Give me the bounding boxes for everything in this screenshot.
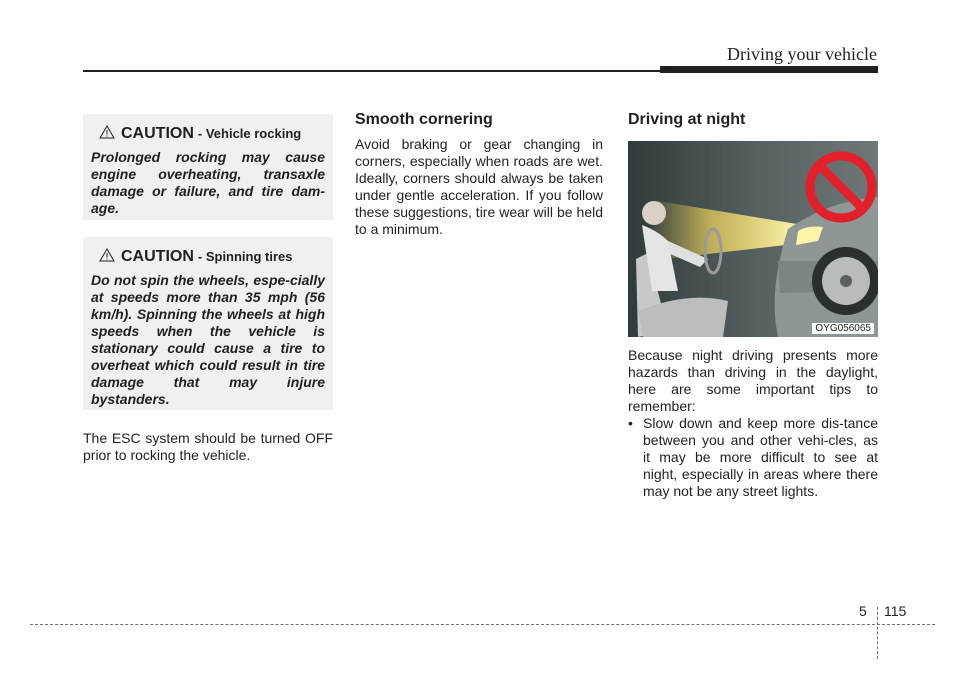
smooth-cornering-heading: Smooth cornering [355,111,493,128]
caution-header [91,124,325,143]
night-tips-list [628,415,878,500]
caution-body: Do not spin the wheels, espe-cially at speeds more than 35 mph (56 km/h). Spinning the wheels at high speeds when the vehicle is stationary could cause a tire to overheat which could result in tire damage that may injure bystanders. [91,272,325,407]
caution-header [91,247,325,266]
caution-sublabel: - Vehicle rocking [197,126,302,141]
caution-vehicle-rocking [83,114,333,220]
caution-body: Prolonged rocking may cause engine overheating, transaxle damage or failure, and tire dam-age. [91,149,325,216]
warning-triangle-icon [99,248,115,262]
driving-at-night-heading: Driving at night [628,111,746,128]
warning-triangle-icon [99,125,115,139]
figure-code: OYG056065 [812,323,874,334]
night-driving-illustration [628,141,878,337]
list-item [628,415,878,500]
caution-spinning-tires [83,237,333,410]
esc-note: The ESC system should be turned OFF prior to rocking the vehicle. [83,430,333,463]
glare-illustration [628,141,878,337]
footer-rule [30,624,935,625]
footer-divider [877,607,878,659]
header-rule-accent [660,66,878,73]
smooth-cornering-body: Avoid braking or gear changing in corners, especially when roads are wet. Ideally, corners should always be taken under gentle acceleration. If you follow these suggestions, tire wear will be held to a minimum. [355,136,603,237]
section-title: Driving your vehicle [727,44,877,64]
page-number: 115 [884,603,907,619]
bullet-icon: • [628,415,633,431]
caution-label: CAUTION [121,248,194,265]
header-rule [83,70,663,72]
night-intro: Because night driving presents more hazards than driving in the daylight, here are some important tips to remember: [628,347,878,414]
caution-label: CAUTION [121,125,194,142]
chapter-number: 5 [859,603,867,619]
caution-sublabel: - Spinning tires [197,249,293,264]
list-item-text: Slow down and keep more dis-tance between you and other vehi-cles, as it may be more difficult to see at night, especially in areas where there may not be any street lights. [643,415,878,499]
